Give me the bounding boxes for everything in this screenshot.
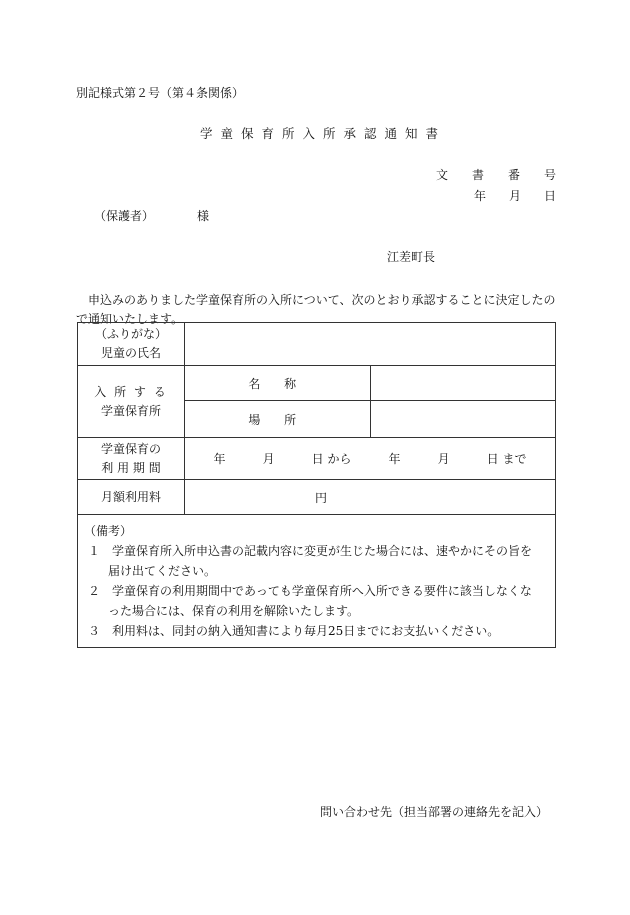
fee-label: 月額利用料	[78, 480, 185, 515]
period-value[interactable]	[185, 438, 556, 480]
contact-info: 問い合わせ先（担当部署の連絡先を記入）	[319, 805, 548, 819]
period-end-year: 年	[388, 452, 401, 466]
child-name-value[interactable]	[185, 323, 556, 366]
child-name-label-cell	[78, 323, 185, 366]
period-label-line-1: 学童保育の	[100, 441, 161, 456]
facility-name-value[interactable]	[370, 366, 556, 401]
doc-number-char: 号	[543, 168, 556, 182]
note-item-2: ２ 学童保育の利用期間中であっても学童保育所へ入所できる要件に該当しなくなった場合には、保育の利用を解除いたします。	[88, 584, 532, 618]
note-item-1: １ 学童保育所入所申込書の記載内容に変更が生じた場合には、速やかにその旨を届け出てください。	[88, 544, 533, 578]
facility-place-value[interactable]	[370, 401, 556, 438]
document-title: 学童保育所入所承認通知書	[200, 126, 447, 141]
document-number-label	[436, 168, 556, 182]
period-end-month: 月	[437, 452, 450, 466]
period-start-year: 年	[213, 452, 226, 466]
notes-heading: （備考）	[84, 524, 133, 538]
intro-line-1: 申込みのありました学童保育所の入所について、次のとおり承認することに決定したの	[88, 293, 556, 307]
date-day: 日	[543, 189, 556, 203]
form-reference: 別記様式第２号（第４条関係）	[76, 86, 245, 100]
doc-number-char: 文	[436, 168, 449, 182]
doc-number-char: 書	[471, 168, 484, 182]
child-name-label: 児童の氏名	[100, 346, 161, 360]
honorific-sama: 様	[197, 209, 210, 223]
period-label-line-2: 利 用 期 間	[101, 460, 161, 475]
notice-table	[77, 322, 556, 648]
period-start-day: 日 から	[311, 452, 352, 466]
guardian-label: （保護者）	[94, 209, 155, 223]
fee-value[interactable]	[185, 480, 556, 515]
period-start-month: 月	[262, 452, 275, 466]
date-month: 月	[508, 189, 521, 203]
facility-label-cell	[78, 366, 185, 438]
notes-cell	[78, 515, 556, 648]
date-year: 年	[474, 189, 487, 203]
note-item-3: ３ 利用料は、同封の納入通知書により毎月25日までにお支払いください。	[88, 624, 500, 638]
period-label-cell	[78, 438, 185, 480]
date-label	[474, 189, 556, 203]
facility-name-label: 名 称	[185, 366, 371, 401]
facility-label-line-1: 入 所 す る	[94, 384, 168, 399]
facility-label-line-2: 学童保育所	[100, 403, 161, 418]
issuer-mayor: 江差町長	[387, 250, 436, 264]
facility-place-label: 場 所	[185, 401, 371, 438]
period-end-day: 日 まで	[486, 452, 527, 466]
fee-unit: 円	[315, 490, 328, 505]
doc-number-char: 番	[507, 168, 520, 182]
intro-line-2: で通知いたします。	[76, 312, 184, 326]
furigana-label: （ふりがな）	[94, 327, 167, 341]
